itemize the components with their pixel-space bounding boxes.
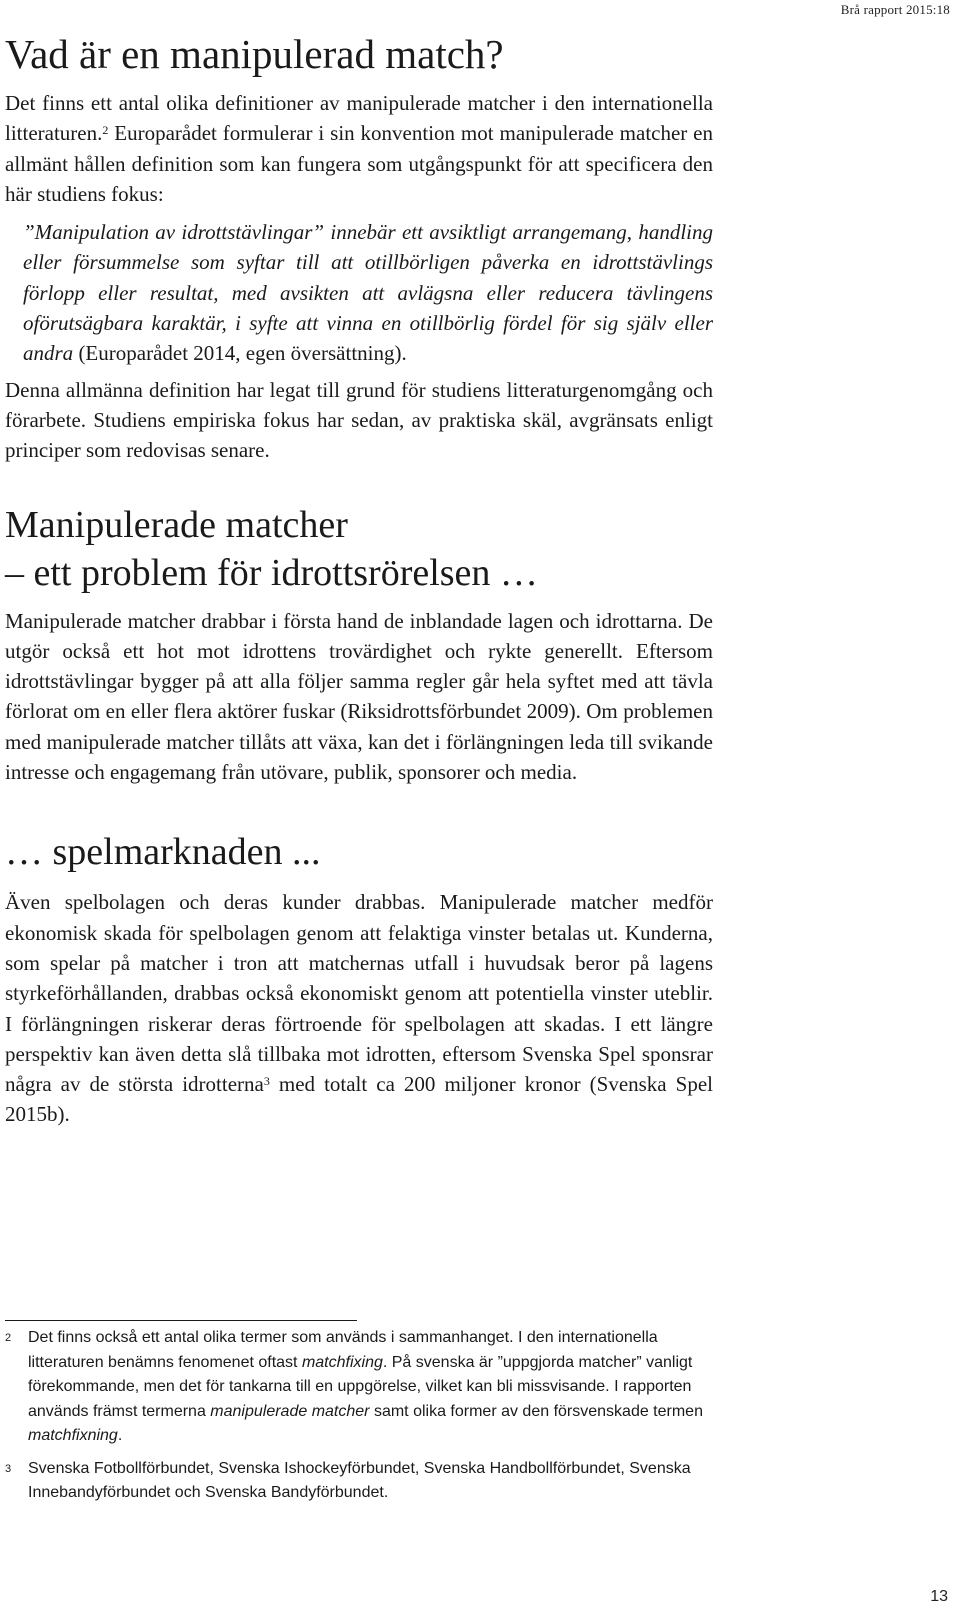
footnote-ref[interactable]: 2 <box>102 123 109 138</box>
footnote-term: matchfixing <box>301 1353 383 1371</box>
footnote-text-part: Det finns också ett antal olika termer som används i sammanhanget. I den internationella litteraturen benämns fenomenet oftast <box>28 1329 658 1371</box>
paragraph <box>5 88 713 209</box>
footnote-text <box>28 1326 705 1449</box>
section-betting-market <box>5 829 713 1129</box>
report-header: Brå rapport 2015:18 <box>840 2 950 17</box>
paragraph: Denna allmänna definition har legat till grund för studiens litteraturgenomgång och förarbete. Studiens empiriska fokus har sedan, av praktiska skäl, avgränsats enligt principer som redovisas senare. <box>5 377 713 463</box>
section-title-line1: Manipulerade matcher <box>5 503 348 546</box>
footnote-term: matchfixning <box>28 1427 118 1444</box>
footnote-divider <box>5 1320 357 1321</box>
block-quote <box>23 217 713 368</box>
paragraph-text: Europarådet formulerar i sin konvention mot manipulerade matcher en allmänt hållen definition som kan fungera som utgångspunkt för att specificera den här studiens fokus: <box>5 121 713 206</box>
section-title: … spelmarknaden ... <box>5 831 321 874</box>
main-column <box>5 30 713 1130</box>
quote-source: (Europarådet 2014, egen översättning). <box>73 341 407 366</box>
paragraph-text: Även spelbolagen och deras kunder drabbas. Manipulerade matcher medför ekonomisk skada för spelbolagen genom att felaktiga vinster betalas ut. Kunderna, som spelar på matcher i tron att matchernas utfall i huvudsak beror på lagens styrkeförhållanden, drabbas också ekonomiskt genom att potentiella vinster uteblir. I förlängningen riskerar deras förtroende för spelbolagen att skadas. I ett längre perspektiv kan även detta slå tillbaka mot idrotten, eftersom Svenska Spel sponsrar några av de största idrotterna <box>5 890 713 1097</box>
footnote-text-part: . <box>117 1427 123 1444</box>
quote-text: ”Manipulation av idrottstävlingar” innebär ett avsiktligt arrangemang, handling eller försummelse som syftar till att otillbörligen påverka en idrottstävlings förlopp eller resultat, med avsikten att avlägsna eller reducera tävlingens oförutsägbara karaktär, i syfte att vinna en otillbörlig fördel för sig själv eller andra <box>23 220 713 366</box>
paragraph-text: Det finns ett antal olika definitioner av manipulerade matcher i den internationella litteraturen. <box>5 91 713 146</box>
footnote <box>5 1457 705 1506</box>
footnote-ref[interactable]: 3 <box>263 1074 270 1089</box>
footnote-number: 2 <box>5 1332 12 1344</box>
section-definition <box>5 30 713 466</box>
footnote-text: Svenska Fotbollförbundet, Svenska Ishockeyförbundet, Svenska Handbollförbundet, Svenska Innebandyförbundet och Svenska Bandyförbundet. <box>28 1459 691 1501</box>
section-title: Vad är en manipulerad match? <box>5 31 504 77</box>
footnote-text-part: . På svenska är ”uppgjorda matcher” vanligt förekommande, men det för tankarna till en uppgörelse, vilket kan bli missvisande. I rapporten används främst termerna <box>28 1353 693 1420</box>
footnotes <box>5 1326 705 1506</box>
footnote-text-part: samt olika former av den försvenskade termen <box>369 1402 703 1420</box>
paragraph <box>5 887 713 1129</box>
paragraph-text: med totalt ca 200 miljoner kronor (Svenska Spel 2015b). <box>5 1072 713 1127</box>
paragraph: Manipulerade matcher drabbar i första hand de inblandade lagen och idrottarna. De utgör också ett hot mot idrottens trovärdighet och rykte generellt. Eftersom idrottstävlingar bygger på att alla följer samma regler går hela syftet med att tävla förlorat om en eller flera aktörer fuskar (Riksidrottsförbundet 2009). Om problemen med manipulerade matcher tillåts att växa, kan det i förlängningen leda till svikande intresse och engagemang från utövare, publik, sponsorer och media. <box>5 608 713 785</box>
footnote-term: manipulerade matcher <box>210 1402 370 1420</box>
footnote <box>5 1326 705 1449</box>
page-number: 13 <box>930 1588 948 1605</box>
footnote-number: 3 <box>5 1462 12 1475</box>
section-title-line2: – ett problem för idrottsrörelsen … <box>5 551 538 594</box>
section-problem-sport <box>5 502 713 788</box>
